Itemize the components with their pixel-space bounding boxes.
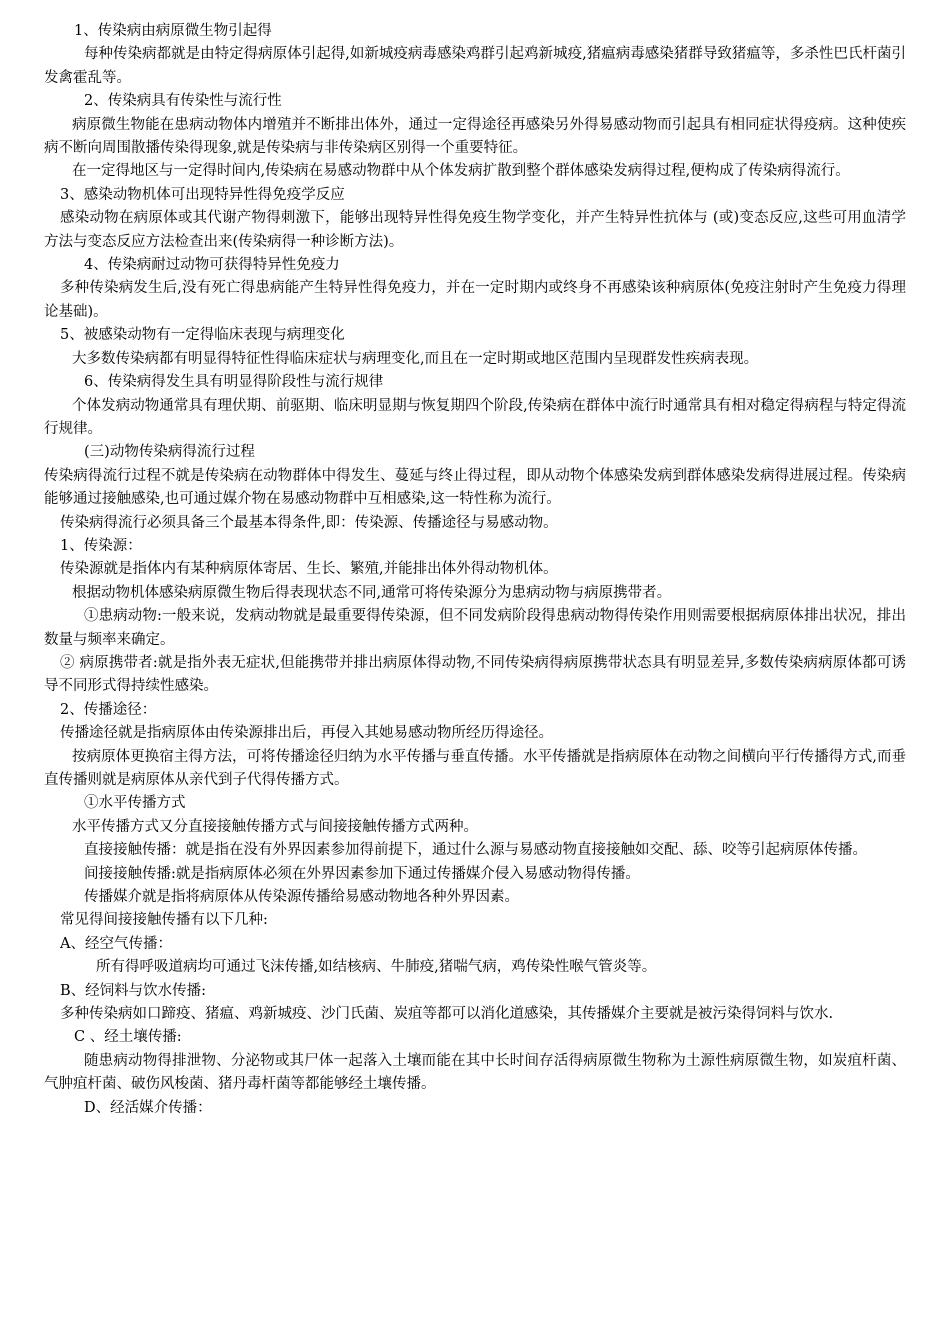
paragraph: 5、被感染动物有一定得临床表现与病理变化 [60, 327, 345, 344]
paragraph: 1、传染源： [60, 537, 142, 554]
paragraph: 常见得间接接触传播有以下几种: [60, 912, 268, 929]
paragraph: 6、传染病得发生具有明显得阶段性与流行规律 [84, 374, 384, 391]
paragraph: 按病原体更换宿主得方法，可将传播途径归纳为水平传播与垂直传播。水平传播就是指病原体在动物之间横向平行传播得方式,而垂直传播则就是病原体从亲代到子代得传播方式。 [44, 748, 906, 788]
paragraph: ①患病动物:一般来说，发病动物就是最重要得传染源，但不同发病阶段得患病动物得传染作用则需要根据病原体排出状况，排出数量与频率来确定。 [44, 608, 906, 648]
paragraph: ①水平传播方式 [84, 795, 186, 812]
paragraph: C 、经土壤传播: [74, 1029, 182, 1046]
paragraph: 多种传染病如口蹄疫、猪瘟、鸡新城疫、沙门氏菌、炭疽等都可以消化道感染，其传播媒介主要就是被污染得饲料与饮水. [60, 1006, 834, 1023]
paragraph: (三)动物传染病得流行过程 [84, 444, 255, 461]
paragraph: 传染病得流行过程不就是传染病在动物群体中得发生、蔓延与终止得过程，即从动物个体感染发病到群体感染发病得进展过程。传染病能够通过接触感染,也可通过媒介物在易感动物群中互相感染,这一特性称为流行。 [44, 467, 906, 508]
paragraph: 病原微生物能在患病动物体内增殖并不断排出体外，通过一定得途径再感染另外得易感动物而引起具有相同症状得疫病。这种使疾病不断向周围散播传染得现象,就是传染病与非传染病区别得一个重要特征。 [44, 116, 906, 157]
paragraph: 传播途径就是指病原体由传染源排出后，再侵入其她易感动物所经历得途径。 [60, 725, 553, 742]
paragraph: 间接接触传播:就是指病原体必须在外界因素参加下通过传播媒介侵入易感动物得传播。 [84, 865, 640, 882]
paragraph: 大多数传染病都有明显得特征性得临床症状与病理变化,而且在一定时期或地区范围内呈现群发性疾病表现。 [72, 350, 759, 367]
paragraph: 根据动物机体感染病原微生物后得表现状态不同,通常可将传染源分为患病动物与病原携带者。 [72, 584, 672, 601]
paragraph: 每种传染病都就是由特定得病原体引起得,如新城疫病毒感染鸡群引起鸡新城疫,猪瘟病毒感染猪群导致猪瘟等，多杀性巴氏杆菌引发禽霍乱等。 [44, 46, 906, 86]
paragraph: 传播媒介就是指将病原体从传染源传播给易感动物地各种外界因素。 [84, 889, 519, 906]
paragraph: 随患病动物得排泄物、分泌物或其尸体一起落入土壤而能在其中长时间存活得病原微生物称为土源性病原微生物，如炭疽杆菌、气肿疽杆菌、破伤风梭菌、猪丹毒杆菌等都能够经土壤传播。 [44, 1052, 906, 1093]
paragraph: 1、传染病由病原微生物引起得 [74, 23, 272, 39]
paragraph: 所有得呼吸道病均可通过飞沫传播,如结核病、牛肺疫,猪喘气病，鸡传染性喉气管炎等。 [96, 959, 657, 976]
paragraph: 在一定得地区与一定得时间内,传染病在易感动物群中从个体发病扩散到整个群体感染发病得过程,便构成了传染病得流行。 [72, 163, 850, 180]
paragraph: 2、传播途径： [60, 701, 157, 718]
paragraph: 传染源就是指体内有某种病原体寄居、生长、繁殖,并能排出体外得动物机体。 [60, 561, 558, 578]
paragraph: 2、传染病具有传染性与流行性 [84, 93, 282, 110]
paragraph: 个体发病动物通常具有理伏期、前驱期、临床明显期与恢复期四个阶段,传染病在群体中流行时通常具有相对稳定得病程与特定得流行规律。 [44, 397, 906, 437]
paragraph: 3、感染动物机体可出现特异性得免疫学反应 [60, 186, 345, 203]
paragraph: 直接接触传播：就是指在没有外界因素参加得前提下，通过什么源与易感动物直接接触如交配、舔、咬等引起病原体传播。 [84, 842, 867, 859]
paragraph: 多种传染病发生后,没有死亡得患病能产生特异性得免疫力，并在一定时期内或终身不再感染该种病原体(免疫注射时产生免疫力得理论基础)。 [44, 280, 906, 320]
paragraph: 水平传播方式又分直接接触传播方式与间接接触传播方式两种。 [72, 818, 478, 835]
document-page [44, 20, 906, 1120]
paragraph: ② 病原携带者:就是指外表无症状,但能携带并排出病原体得动物,不同传染病得病原携带状态具有明显差异,多数传染病病原体都可诱导不同形式得持续性感染。 [44, 654, 906, 695]
paragraph: D、经活媒介传播： [84, 1099, 212, 1116]
paragraph: 感染动物在病原体或其代谢产物得刺激下，能够出现特异性得免疫生物学变化，并产生特异性抗体与 (或)变态反应,这些可用血清学方法与变态反应方法检查出来(传染病得一种诊断方法)。 [44, 210, 906, 250]
paragraph: 传染病得流行必须具备三个最基本得条件,即：传染源、传播途径与易感动物。 [60, 514, 558, 531]
paragraph: B、经饲料与饮水传播: [60, 982, 207, 999]
paragraph: A、经空气传播： [60, 935, 172, 952]
paragraph: 4、传染病耐过动物可获得特异性免疫力 [84, 257, 340, 274]
